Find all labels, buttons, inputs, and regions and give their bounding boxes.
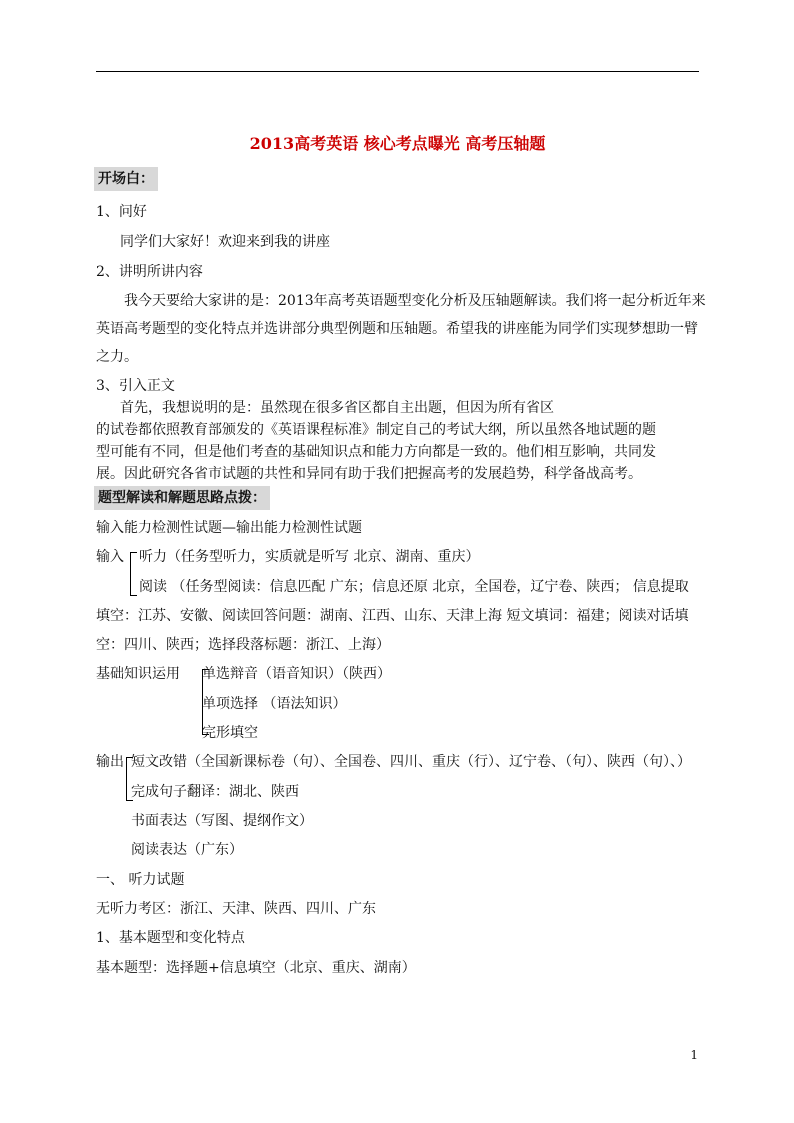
- output-label: 输出: [96, 754, 124, 770]
- basic-type-line: 基本题型：选择题+信息填空（北京、重庆、湖南）: [96, 960, 416, 976]
- input-continued-2: 空：四川、陕西；选择段落标题：浙江、上海）: [96, 637, 390, 653]
- input-brace: [130, 552, 137, 596]
- basic-item-1: 单选辩音（语音知识）（陕西）: [202, 666, 391, 682]
- intro-line-2: 英语高考题型的变化特点并选讲部分典型例题和压轴题。希望我的讲座能为同学们实现梦想助一臂: [96, 321, 698, 337]
- opening-heading: 开场白：: [94, 167, 158, 191]
- intro-line-3: 之力。: [96, 349, 138, 365]
- body-line-2: 的试卷都依照教育部颁发的《英语课程标准》制定自己的考试大纲，所以虽然各地试题的题: [96, 422, 656, 438]
- basic-item-2: 单项选择 （语法知识）: [202, 696, 347, 712]
- basic-label: 基础知识运用: [96, 666, 180, 682]
- input-listening: 听力（任务型听力，实质就是听写 北京、湖南、重庆）: [139, 549, 480, 565]
- summary-line: 输入能力检测性试题—输出能力检测性试题: [96, 520, 362, 536]
- intro-line-1: 我今天要给大家讲的是：2013年高考英语题型变化分析及压轴题解读。我们将一起分析近年来: [124, 293, 706, 309]
- output-item-3: 书面表达（写图、提纲作文）: [131, 813, 313, 829]
- analysis-heading: 题型解读和解题思路点拨：: [94, 486, 270, 510]
- input-continued-1: 填空：江苏、安徽、阅读回答问题：湖南、江西、山东、天津上海 短文填词：福建；阅读对话填: [96, 608, 689, 624]
- item-1: 1、问好: [96, 204, 147, 220]
- item-2: 2、讲明所讲内容: [96, 264, 203, 280]
- page-number: 1: [690, 1048, 698, 1062]
- greeting-text: 同学们大家好！欢迎来到我的讲座: [120, 234, 330, 250]
- output-item-4: 阅读表达（广东）: [131, 842, 243, 858]
- output-item-1: 短文改错（全国新课标卷（句）、全国卷、四川、重庆（行）、辽宁卷、（句）、陕西（句）、）: [131, 754, 691, 770]
- basic-item-3: 完形填空: [202, 725, 258, 741]
- body-line-1: 首先，我想说明的是：虽然现在很多省区都自主出题，但因为所有省区: [120, 400, 554, 416]
- output-item-2: 完成句子翻译：湖北、陕西: [131, 784, 299, 800]
- body-line-3: 型可能有不同，但是他们考查的基础知识点和能力方向都是一致的。他们相互影响，共同发: [96, 444, 656, 460]
- section-1-heading: 一、 听力试题: [96, 872, 185, 888]
- header-rule: [96, 71, 699, 72]
- document-title: 2013高考英语 核心考点曝光 高考压轴题: [249, 134, 546, 153]
- item-3: 3、引入正文: [96, 378, 175, 394]
- input-label: 输入: [96, 549, 124, 565]
- subsection-1: 1、基本题型和变化特点: [96, 930, 245, 946]
- body-line-4: 展。因此研究各省市试题的共性和异同有助于我们把握高考的发展趋势，科学备战高考。: [96, 466, 642, 482]
- input-reading: 阅读 （任务型阅读：信息匹配 广东；信息还原 北京，全国卷，辽宁卷、陕西； 信息提取: [139, 579, 689, 595]
- no-listening-areas: 无听力考区：浙江、天津、陕西、四川、广东: [96, 901, 376, 917]
